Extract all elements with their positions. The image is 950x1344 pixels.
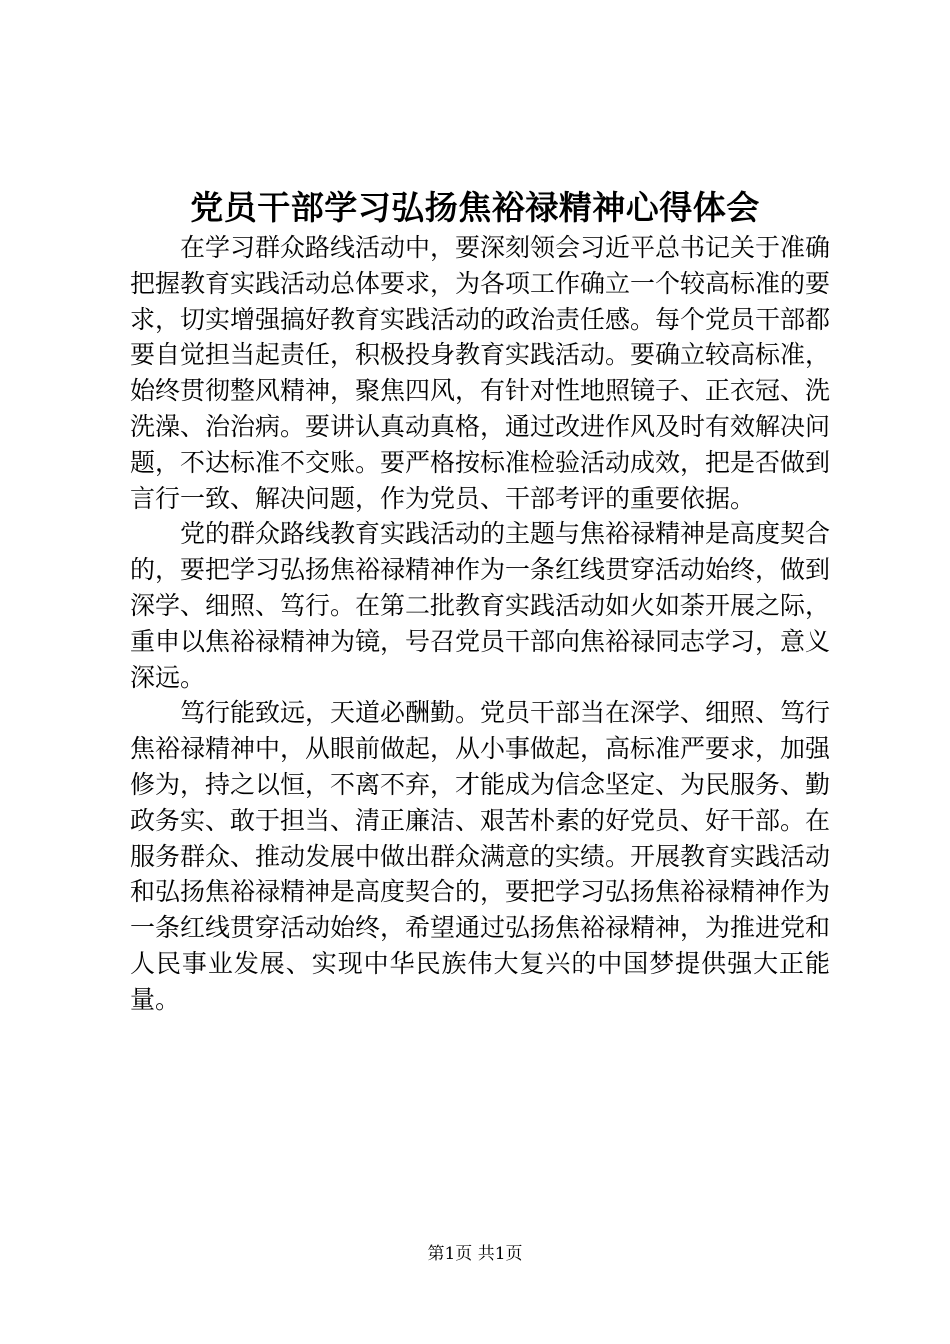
paragraph-3: 笃行能致远，天道必酬勤。党员干部当在深学、细照、笃行焦裕禄精神中，从眼前做起，从小事做起，高标准严要求，加强修为，持之以恒，不离不弃，才能成为信念坚定、为民服务、勤政务实、敢于担当、清正廉洁、艰苦朴素的好党员、好干部。在服务群众、推动发展中做出群众满意的实绩。开展教育实践活动和弘扬焦裕禄精神是高度契合的，要把学习弘扬焦裕禄精神作为一条红线贯穿活动始终，希望通过弘扬焦裕禄精神，为推进党和人民事业发展、实现中华民族伟大复兴的中国梦提供强大正能量。 xyxy=(130,698,831,1014)
paragraph-2: 党的群众路线教育实践活动的主题与焦裕禄精神是高度契合的，要把学习弘扬焦裕禄精神作为一条红线贯穿活动始终，做到深学、细照、笃行。在第二批教育实践活动如火如荼开展之际，重申以焦裕禄精神为镜，号召党员干部向焦裕禄同志学习，意义深远。 xyxy=(130,519,831,692)
paragraph-1: 在学习群众路线活动中，要深刻领会习近平总书记关于准确把握教育实践活动总体要求，为各项工作确立一个较高标准的要求，切实增强搞好教育实践活动的政治责任感。每个党员干部都要自觉担当起责任，积极投身教育实践活动。要确立较高标准，始终贯彻整风精神，聚焦四风，有针对性地照镜子、正衣冠、洗洗澡、治治病。要讲认真动真格，通过改进作风及时有效解决问题，不达标准不交账。要严格按标准检验活动成效，把是否做到言行一致、解决问题，作为党员、干部考评的重要依据。 xyxy=(130,233,831,513)
document-title: 党员干部学习弘扬焦裕禄精神心得体会 xyxy=(190,188,760,227)
document-body xyxy=(130,230,830,1018)
page-footer: 第1页 共1页 xyxy=(427,1244,523,1264)
